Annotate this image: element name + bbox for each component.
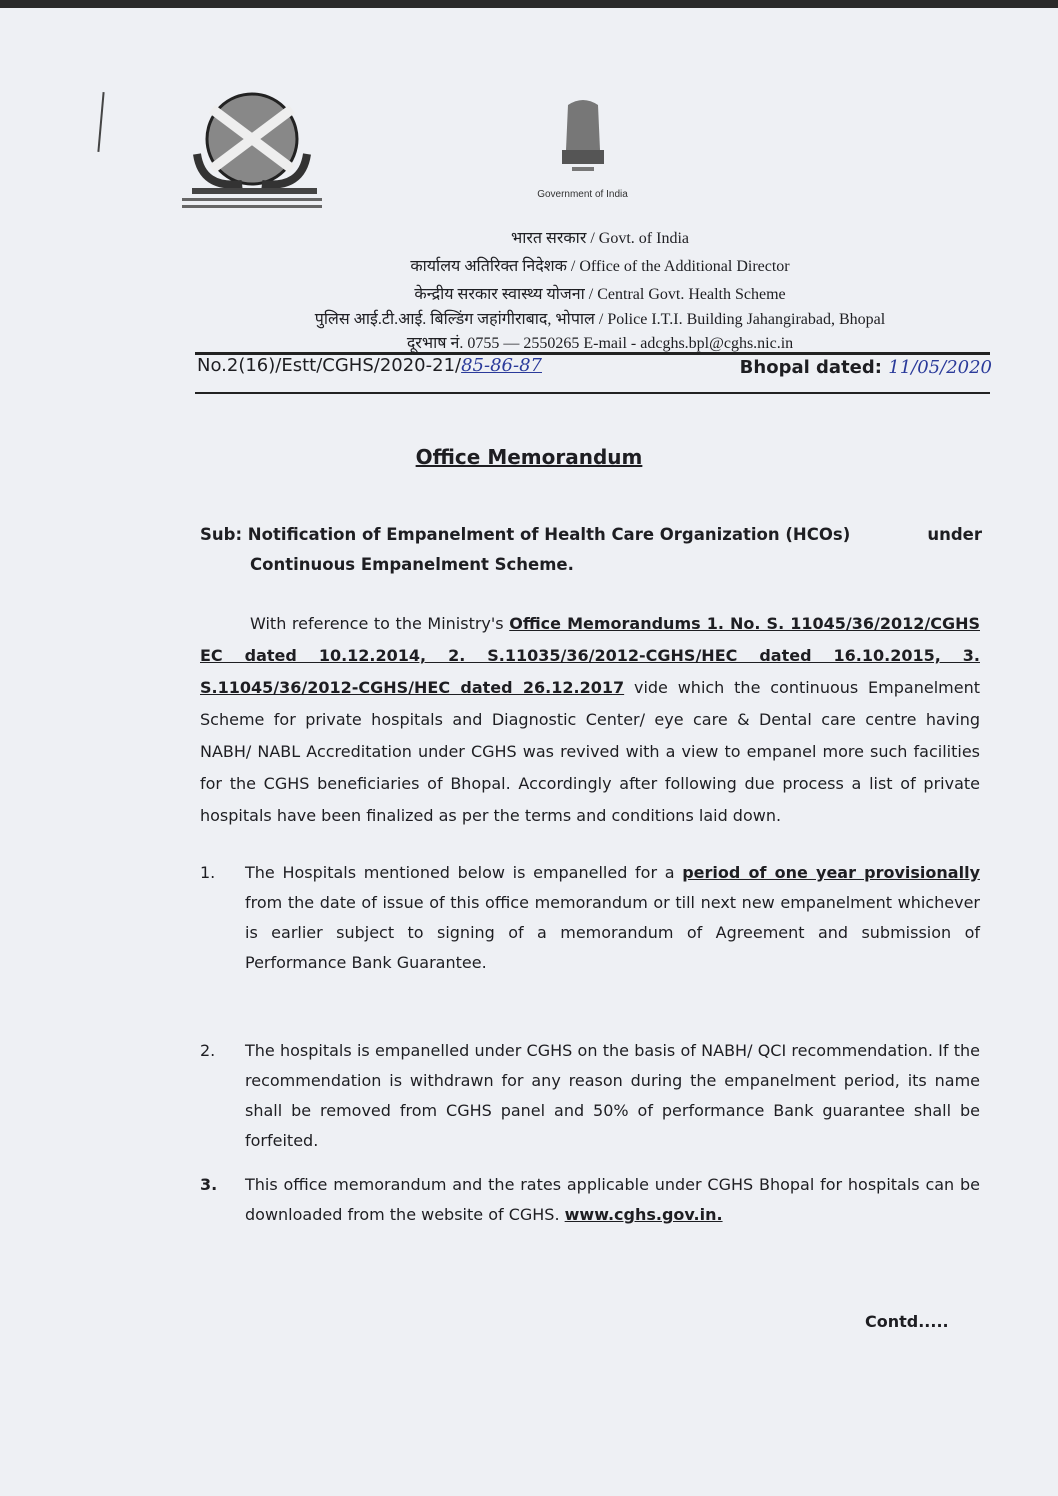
list-item (200, 858, 980, 978)
cghs-logo (182, 84, 332, 214)
date-label: Bhopal dated: (739, 357, 882, 378)
pen-mark (97, 92, 104, 152)
national-emblem (535, 95, 630, 210)
item-number: 2. (200, 1041, 216, 1060)
date-block (740, 357, 992, 378)
list-item (200, 1036, 980, 1156)
subject-text: Notification of Empanelment of Health Care Organization (HCOs) (247, 525, 851, 544)
item-number: 1. (200, 863, 216, 882)
item-text (245, 858, 980, 978)
intro-suffix: vide which the continuous Empanelment Scheme for private hospitals and Diagnostic Center/ eye care & Dental care centre having NABH/ NABL Accreditation under CGHS was revived with a view to empanel more such facilities for the CGHS beneficiaries of Bhopal. Accordingly after following due process a list of private hospitals have been finalized as per the terms and conditions laid down. (200, 678, 980, 825)
item-emphasis: period of one year provisionally (682, 863, 980, 882)
item-text-pre: The Hospitals mentioned below is empanelled for a (245, 863, 683, 882)
reference-handwritten: 85-86-87 (461, 355, 542, 376)
item-text-post: from the date of issue of this office memorandum or till next new empanelment whichever is earlier subject to signing of a memorandum of Agreement and submission of Performance Bank Guarantee. (245, 893, 980, 972)
scan-edge (0, 0, 1058, 8)
item-text-pre: The hospitals is empanelled under CGHS on the basis of NABH/ QCI recommendation. If the recommendation is withdrawn for any reason during the empanelment period, its name shall be removed from CGHS panel and 50% of performance Bank guarantee shall be forfeited. (245, 1041, 980, 1150)
item-text-pre: This office memorandum and the rates applicable under CGHS Bhopal for hospitals can be downloaded from the website of CGHS. (245, 1175, 980, 1224)
reference-rule (195, 392, 990, 394)
header-line-address: पुलिस आई.टी.आई. बिल्डिंग जहांगीराबाद, भोपाल / Police I.T.I. Building Jahangirabad, Bhopal (314, 311, 886, 328)
header-line-govt: भारत सरकार / Govt. of India (510, 230, 690, 247)
subject-label: Sub: (200, 525, 243, 544)
date-handwritten: 11/05/2020 (888, 357, 992, 378)
continued-note: Contd..... (865, 1312, 949, 1331)
subject (200, 520, 982, 580)
page-title (0, 445, 1058, 469)
cghs-website-link[interactable]: www.cghs.gov.in. (564, 1205, 723, 1224)
intro-paragraph (200, 608, 980, 832)
header-line-contact: दूरभाष नं. 0755 — 2550265 E-mail - adcghs.bpl@cghs.nic.in (406, 335, 794, 352)
reference-number: No.2(16)/Estt/CGHS/2020-21/ (197, 355, 462, 376)
reference-line (197, 355, 992, 376)
intro-prefix: With reference to the Ministry's (250, 614, 510, 633)
header-line-office: कार्यालय अतिरिक्त निदेशक / Office of the Additional Director (410, 258, 790, 275)
subject-line2: Continuous Empanelment Scheme. (250, 555, 574, 574)
item-number: 3. (200, 1175, 218, 1194)
list-item (200, 1170, 980, 1230)
item-text (245, 1170, 980, 1230)
intro-references: Office Memorandums 1. No. S. 11045/36/2012/CGHS EC dated 10.12.2014, 2. S.11035/36/2012-CGHS/HEC dated 16.10.2015, 3. S.11045/36/2012-CGHS/HEC dated 26.12.2017 (200, 614, 980, 697)
item-text (245, 1036, 980, 1156)
emblem-caption: Government of India (537, 189, 628, 200)
subject-text-end: under (927, 525, 982, 544)
header-line-scheme: केन्द्रीय सरकार स्वास्थ्य योजना / Central Govt. Health Scheme (414, 286, 786, 303)
title-text: Office Memorandum (415, 445, 643, 469)
